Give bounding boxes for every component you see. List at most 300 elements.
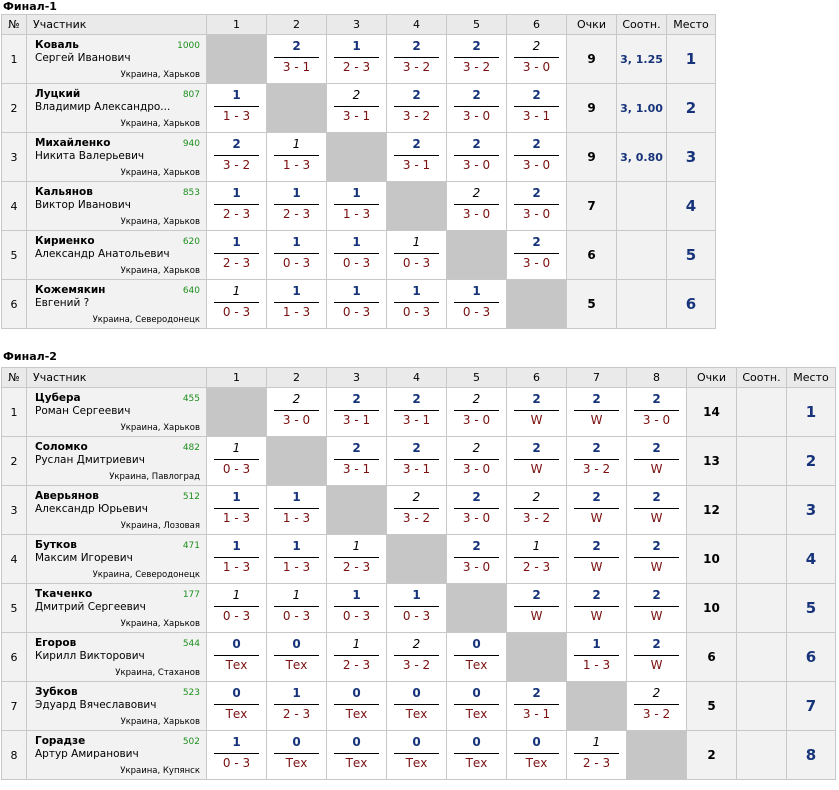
- game-points: 2: [532, 137, 541, 151]
- result-divider: [274, 410, 319, 411]
- player-place: 1: [787, 388, 836, 437]
- player-ratio: [737, 731, 787, 780]
- game-result-cell: [447, 633, 507, 682]
- player-rating: 640: [182, 286, 200, 296]
- game-score: Тех: [285, 756, 308, 770]
- result-divider: [274, 557, 319, 558]
- result-divider: [274, 753, 319, 754]
- game-result-cell: [207, 633, 267, 682]
- game-result-cell: [627, 584, 687, 633]
- result-divider: [634, 655, 679, 656]
- table-row: [2, 35, 716, 84]
- header-col-1: 1: [207, 368, 267, 388]
- player-ratio: [617, 231, 667, 280]
- player-points: 10: [687, 535, 737, 584]
- player-name: Евгений ?: [35, 297, 90, 309]
- player-location: Украина, Харьков: [120, 70, 200, 80]
- game-result-cell: [627, 437, 687, 486]
- result-divider: [514, 410, 559, 411]
- game-points: 1: [352, 284, 361, 298]
- result-divider: [514, 106, 559, 107]
- player-rating: 177: [182, 590, 200, 600]
- game-score: Тех: [225, 658, 248, 672]
- game-points: 1: [232, 490, 241, 504]
- table-row: [2, 231, 716, 280]
- player-place: 6: [667, 280, 716, 329]
- game-score: 0 - 3: [402, 609, 431, 623]
- player-surname: Ткаченко: [35, 588, 93, 600]
- game-result-cell: [447, 535, 507, 584]
- game-points: 2: [352, 441, 361, 455]
- player-rating: 523: [182, 688, 200, 698]
- game-score: 0 - 3: [282, 609, 311, 623]
- game-result-cell: [567, 633, 627, 682]
- game-score: 2 - 3: [342, 560, 371, 574]
- player-surname: Коваль: [35, 39, 79, 51]
- result-divider: [334, 57, 379, 58]
- empty-diagonal-cell: [627, 731, 687, 780]
- result-divider: [334, 410, 379, 411]
- result-divider: [214, 204, 259, 205]
- game-score: 3 - 2: [402, 109, 431, 123]
- header-col-5: 5: [447, 15, 507, 35]
- player-points: 9: [567, 84, 617, 133]
- game-score: 3 - 2: [462, 60, 491, 74]
- game-result-cell: [267, 535, 327, 584]
- game-result-cell: [567, 388, 627, 437]
- game-points: 2: [592, 441, 601, 455]
- result-divider: [574, 508, 619, 509]
- game-points: 1: [412, 588, 421, 602]
- result-divider: [574, 410, 619, 411]
- game-score: 3 - 1: [342, 462, 371, 476]
- game-points: 0: [232, 637, 241, 651]
- game-points: 2: [412, 137, 421, 151]
- row-number: 2: [2, 437, 27, 486]
- empty-diagonal-cell: [567, 682, 627, 731]
- game-result-cell: [567, 486, 627, 535]
- player-place: 5: [667, 231, 716, 280]
- game-score: 0 - 3: [462, 305, 491, 319]
- game-points: 0: [472, 637, 481, 651]
- player-ratio: [737, 486, 787, 535]
- player-location: Украина, Северодонецк: [92, 315, 200, 325]
- player-name: Александр Анатольевич: [35, 248, 170, 260]
- game-result-cell: [207, 231, 267, 280]
- empty-diagonal-cell: [387, 535, 447, 584]
- game-result-cell: [207, 682, 267, 731]
- result-divider: [514, 753, 559, 754]
- header-participant: Участник: [27, 368, 207, 388]
- game-result-cell: [507, 486, 567, 535]
- player-surname: Зубков: [35, 686, 78, 698]
- result-divider: [454, 557, 499, 558]
- game-score: W: [650, 658, 663, 672]
- game-score: 0 - 3: [222, 609, 251, 623]
- game-points: 2: [472, 88, 481, 102]
- game-points: 0: [232, 686, 241, 700]
- result-divider: [454, 655, 499, 656]
- game-result-cell: [327, 437, 387, 486]
- player-location: Украина, Купянск: [120, 766, 200, 776]
- result-divider: [574, 606, 619, 607]
- player-ratio: [737, 633, 787, 682]
- game-points: 1: [292, 186, 301, 200]
- game-points: 2: [472, 186, 481, 200]
- game-score: 3 - 0: [522, 256, 551, 270]
- game-score: 3 - 1: [282, 60, 311, 74]
- player-place: 5: [787, 584, 836, 633]
- player-rating: 482: [182, 443, 200, 453]
- game-result-cell: [207, 133, 267, 182]
- player-rating: 940: [182, 139, 200, 149]
- game-points: 1: [292, 490, 301, 504]
- table-row: [2, 584, 836, 633]
- game-score: 0 - 3: [222, 756, 251, 770]
- row-number: 3: [2, 486, 27, 535]
- game-points: 1: [352, 39, 361, 53]
- game-result-cell: [567, 731, 627, 780]
- game-points: 1: [592, 735, 601, 749]
- empty-diagonal-cell: [327, 133, 387, 182]
- game-result-cell: [267, 388, 327, 437]
- result-divider: [514, 155, 559, 156]
- player-points: 9: [567, 35, 617, 84]
- game-score: 3 - 0: [462, 462, 491, 476]
- result-divider: [334, 655, 379, 656]
- game-result-cell: [327, 182, 387, 231]
- header-col-3: 3: [327, 368, 387, 388]
- result-divider: [334, 753, 379, 754]
- game-points: 0: [412, 686, 421, 700]
- game-result-cell: [387, 388, 447, 437]
- empty-diagonal-cell: [507, 280, 567, 329]
- result-divider: [274, 204, 319, 205]
- game-points: 2: [412, 441, 421, 455]
- result-divider: [514, 253, 559, 254]
- final1-title: Финал-1: [3, 0, 57, 13]
- game-score: W: [530, 462, 543, 476]
- player-name: Кирилл Викторович: [35, 650, 145, 662]
- game-points: 2: [292, 392, 301, 406]
- game-score: Тех: [225, 707, 248, 721]
- player-cell: [27, 535, 207, 584]
- game-result-cell: [447, 280, 507, 329]
- game-points: 2: [592, 490, 601, 504]
- player-name: Владимир Александро...: [35, 101, 171, 113]
- game-result-cell: [207, 84, 267, 133]
- game-result-cell: [327, 35, 387, 84]
- game-points: 2: [532, 235, 541, 249]
- table-row: [2, 633, 836, 682]
- player-name: Артур Амиранович: [35, 748, 139, 760]
- game-result-cell: [507, 535, 567, 584]
- game-result-cell: [327, 731, 387, 780]
- game-points: 2: [472, 441, 481, 455]
- result-divider: [454, 753, 499, 754]
- result-divider: [394, 57, 439, 58]
- game-points: 0: [472, 686, 481, 700]
- game-result-cell: [387, 731, 447, 780]
- player-location: Украина, Стаханов: [115, 668, 200, 678]
- game-points: 2: [412, 39, 421, 53]
- player-location: Украина, Харьков: [120, 619, 200, 629]
- header-col-8: 8: [627, 368, 687, 388]
- player-place: 2: [787, 437, 836, 486]
- game-score: W: [650, 609, 663, 623]
- player-location: Украина, Северодонецк: [92, 570, 200, 580]
- game-score: 0 - 3: [342, 305, 371, 319]
- game-points: 1: [232, 284, 241, 298]
- game-score: W: [590, 511, 603, 525]
- table-row: [2, 182, 716, 231]
- result-divider: [274, 704, 319, 705]
- game-result-cell: [207, 535, 267, 584]
- player-ratio: [737, 682, 787, 731]
- game-result-cell: [447, 182, 507, 231]
- result-divider: [334, 459, 379, 460]
- game-result-cell: [627, 388, 687, 437]
- player-name: Виктор Иванович: [35, 199, 131, 211]
- game-result-cell: [327, 388, 387, 437]
- result-divider: [634, 508, 679, 509]
- player-location: Украина, Харьков: [120, 266, 200, 276]
- player-cell: [27, 682, 207, 731]
- game-score: 3 - 2: [402, 658, 431, 672]
- game-points: 1: [412, 284, 421, 298]
- game-points: 2: [412, 637, 421, 651]
- player-place: 1: [667, 35, 716, 84]
- game-points: 2: [532, 588, 541, 602]
- game-points: 1: [412, 235, 421, 249]
- game-result-cell: [447, 682, 507, 731]
- result-divider: [514, 459, 559, 460]
- player-points: 14: [687, 388, 737, 437]
- result-divider: [454, 204, 499, 205]
- result-divider: [274, 253, 319, 254]
- game-score: W: [650, 560, 663, 574]
- player-cell: [27, 35, 207, 84]
- game-score: 3 - 1: [402, 413, 431, 427]
- game-result-cell: [387, 35, 447, 84]
- game-points: 2: [292, 39, 301, 53]
- player-ratio: 3, 1.25: [617, 35, 667, 84]
- game-points: 2: [472, 137, 481, 151]
- result-divider: [214, 508, 259, 509]
- game-result-cell: [627, 682, 687, 731]
- player-points: 2: [687, 731, 737, 780]
- empty-diagonal-cell: [207, 35, 267, 84]
- player-location: Украина, Харьков: [120, 168, 200, 178]
- player-place: 7: [787, 682, 836, 731]
- result-divider: [454, 155, 499, 156]
- player-ratio: 3, 1.00: [617, 84, 667, 133]
- game-points: 2: [652, 686, 661, 700]
- game-score: 1 - 3: [282, 305, 311, 319]
- player-surname: Аверьянов: [35, 490, 99, 502]
- game-score: 1 - 3: [282, 158, 311, 172]
- player-ratio: [617, 280, 667, 329]
- game-points: 1: [352, 637, 361, 651]
- game-score: 3 - 0: [462, 511, 491, 525]
- result-divider: [574, 557, 619, 558]
- result-divider: [214, 753, 259, 754]
- game-score: Тех: [345, 756, 368, 770]
- game-result-cell: [507, 182, 567, 231]
- game-result-cell: [447, 133, 507, 182]
- game-score: 3 - 0: [522, 207, 551, 221]
- game-points: 2: [472, 490, 481, 504]
- player-name: Максим Игоревич: [35, 552, 133, 564]
- game-score: Тех: [345, 707, 368, 721]
- game-result-cell: [447, 35, 507, 84]
- result-divider: [394, 606, 439, 607]
- player-ratio: [737, 535, 787, 584]
- game-score: W: [530, 413, 543, 427]
- table-row: [2, 682, 836, 731]
- game-points: 1: [592, 637, 601, 651]
- game-score: W: [590, 413, 603, 427]
- game-result-cell: [327, 231, 387, 280]
- game-points: 2: [532, 490, 541, 504]
- game-points: 1: [352, 539, 361, 553]
- table-row: [2, 535, 836, 584]
- player-points: 9: [567, 133, 617, 182]
- result-divider: [394, 704, 439, 705]
- row-number: 6: [2, 280, 27, 329]
- game-points: 1: [292, 539, 301, 553]
- game-score: 3 - 1: [522, 109, 551, 123]
- game-score: 2 - 3: [222, 256, 251, 270]
- game-result-cell: [507, 231, 567, 280]
- result-divider: [334, 606, 379, 607]
- game-result-cell: [627, 535, 687, 584]
- game-score: 3 - 2: [402, 511, 431, 525]
- result-divider: [634, 410, 679, 411]
- game-result-cell: [447, 84, 507, 133]
- player-cell: [27, 486, 207, 535]
- game-result-cell: [267, 35, 327, 84]
- game-score: 1 - 3: [282, 560, 311, 574]
- result-divider: [394, 106, 439, 107]
- player-place: 6: [787, 633, 836, 682]
- game-score: 3 - 1: [402, 158, 431, 172]
- header-col-5: 5: [447, 368, 507, 388]
- player-cell: [27, 182, 207, 231]
- game-score: 3 - 0: [462, 109, 491, 123]
- game-score: 3 - 0: [462, 413, 491, 427]
- game-result-cell: [507, 35, 567, 84]
- header-ratio: Соотн.: [737, 368, 787, 388]
- game-score: Тех: [405, 756, 428, 770]
- header-col-1: 1: [207, 15, 267, 35]
- row-number: 2: [2, 84, 27, 133]
- game-points: 2: [472, 392, 481, 406]
- final2-table: [1, 367, 836, 780]
- result-divider: [394, 155, 439, 156]
- game-score: 1 - 3: [222, 560, 251, 574]
- player-name: Руслан Дмитриевич: [35, 454, 145, 466]
- game-points: 2: [352, 88, 361, 102]
- game-score: 3 - 2: [402, 60, 431, 74]
- player-name: Дмитрий Сергеевич: [35, 601, 146, 613]
- player-rating: 455: [182, 394, 200, 404]
- player-location: Украина, Харьков: [120, 119, 200, 129]
- result-divider: [394, 753, 439, 754]
- row-number: 5: [2, 584, 27, 633]
- game-score: 0 - 3: [222, 462, 251, 476]
- header-col-4: 4: [387, 15, 447, 35]
- result-divider: [574, 753, 619, 754]
- player-ratio: [737, 584, 787, 633]
- player-place: 4: [787, 535, 836, 584]
- game-points: 2: [412, 490, 421, 504]
- game-result-cell: [267, 280, 327, 329]
- game-score: 3 - 2: [222, 158, 251, 172]
- game-points: 1: [292, 284, 301, 298]
- player-points: 12: [687, 486, 737, 535]
- result-divider: [394, 655, 439, 656]
- game-points: 2: [532, 441, 541, 455]
- player-name: Роман Сергеевич: [35, 405, 131, 417]
- game-score: W: [590, 560, 603, 574]
- result-divider: [274, 655, 319, 656]
- game-score: 1 - 3: [282, 511, 311, 525]
- row-number: 7: [2, 682, 27, 731]
- result-divider: [514, 704, 559, 705]
- game-result-cell: [387, 584, 447, 633]
- player-surname: Соломко: [35, 441, 88, 453]
- player-cell: [27, 280, 207, 329]
- result-divider: [214, 155, 259, 156]
- player-surname: Горадзе: [35, 735, 86, 747]
- game-result-cell: [387, 486, 447, 535]
- game-points: 1: [292, 588, 301, 602]
- player-points: 10: [687, 584, 737, 633]
- player-cell: [27, 437, 207, 486]
- header-num: №: [2, 368, 27, 388]
- player-place: 3: [667, 133, 716, 182]
- game-points: 2: [652, 588, 661, 602]
- result-divider: [394, 253, 439, 254]
- game-score: Тех: [285, 658, 308, 672]
- result-divider: [214, 253, 259, 254]
- result-divider: [214, 302, 259, 303]
- result-divider: [574, 655, 619, 656]
- game-points: 0: [472, 735, 481, 749]
- player-place: 8: [787, 731, 836, 780]
- header-col-2: 2: [267, 368, 327, 388]
- player-name: Александр Юрьевич: [35, 503, 148, 515]
- player-points: 7: [567, 182, 617, 231]
- game-result-cell: [507, 133, 567, 182]
- game-points: 1: [292, 235, 301, 249]
- game-score: 3 - 0: [522, 60, 551, 74]
- game-points: 1: [232, 88, 241, 102]
- game-result-cell: [387, 682, 447, 731]
- game-score: 2 - 3: [342, 60, 371, 74]
- table-row: [2, 731, 836, 780]
- player-location: Украина, Харьков: [120, 217, 200, 227]
- game-result-cell: [387, 437, 447, 486]
- player-surname: Михайленко: [35, 137, 111, 149]
- game-result-cell: [207, 731, 267, 780]
- game-score: 1 - 3: [582, 658, 611, 672]
- result-divider: [394, 410, 439, 411]
- player-rating: 471: [182, 541, 200, 551]
- player-rating: 1000: [177, 41, 200, 51]
- result-divider: [454, 302, 499, 303]
